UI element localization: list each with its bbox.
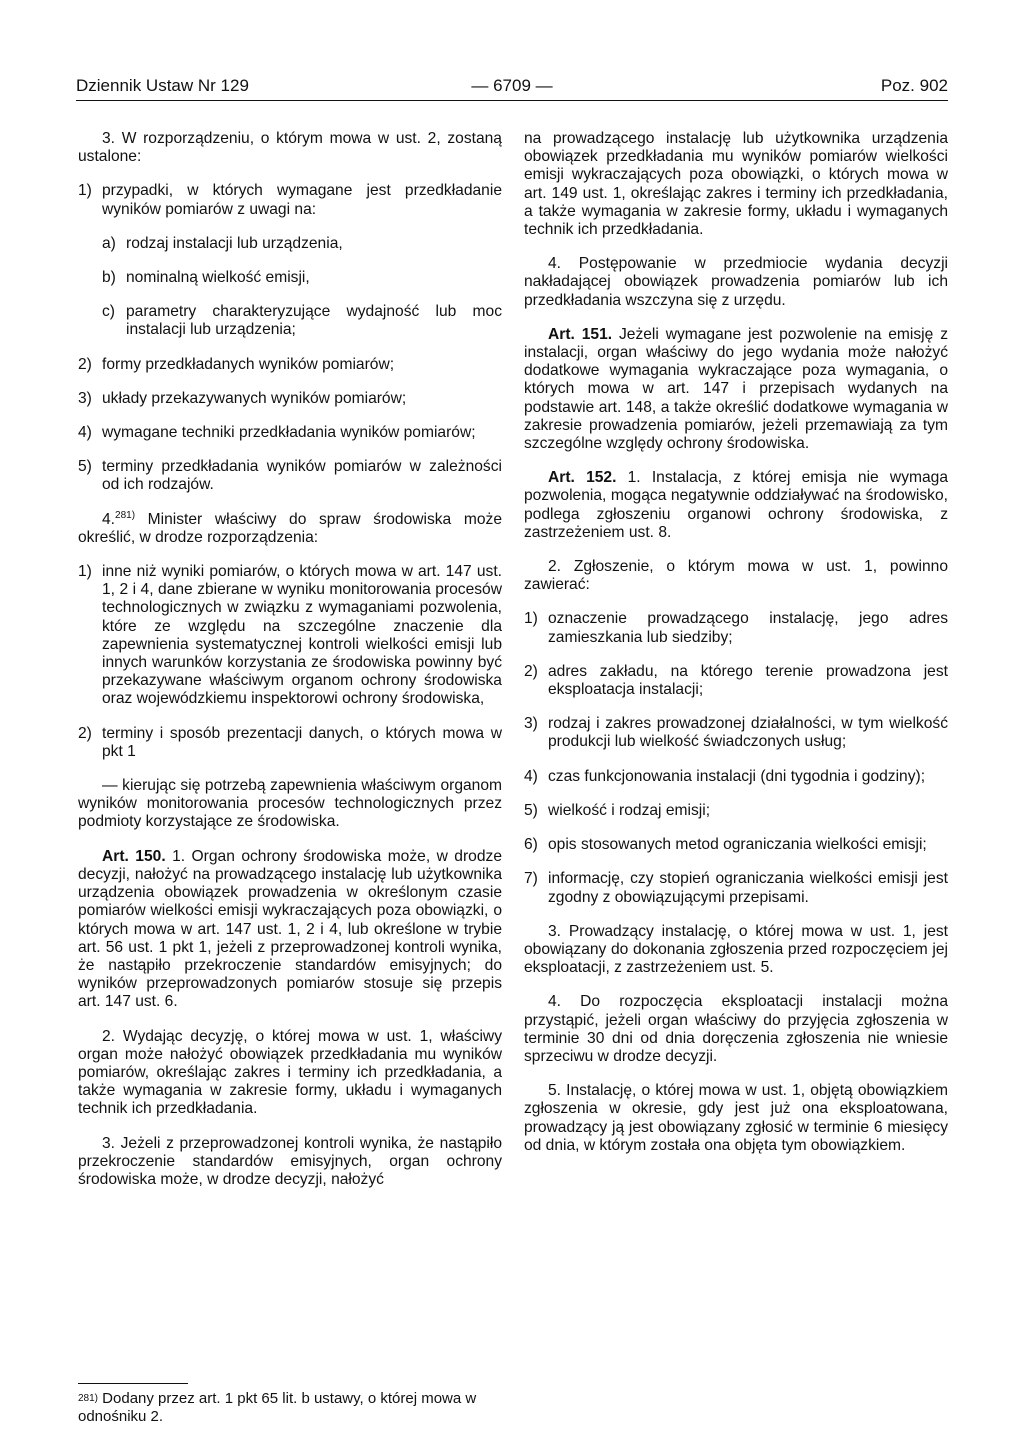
paragraph: 4.$^{281)}$ Minister właściwy do spraw środowiska może określić, w drodze rozporządzenia: bbox=[78, 509, 502, 546]
footnote-number: 281) bbox=[78, 1393, 99, 1404]
paragraph: 5. Instalację, o której mowa w ust. 1, objętą obowiązkiem zgłoszenia w okresie, gdy jest już ona eksploatowana, prowadzący ją jest obowiązany zgłosić w terminie 6 miesięcy od dnia, w którym została ona objęta tym obowiązkiem. bbox=[524, 1082, 948, 1154]
list-item: 2) adres zakładu, na którego terenie prowadzona jest eksploatacja instalacji; bbox=[524, 662, 948, 699]
list-item: 5) terminy przedkładania wyników pomiarów w zależności od ich rodzajów. bbox=[78, 458, 502, 494]
list-item: 1) przypadki, w których wymagane jest przedkładanie wyników pomiarów z uwagi na: bbox=[78, 182, 502, 218]
list-item: 4) czas funkcjonowania instalacji (dni tygodnia i godziny); bbox=[524, 767, 926, 785]
list-item: c) parametry charakteryzujące wydajność lub moc instalacji lub urządzenia; bbox=[102, 303, 502, 339]
list-item: 3) rodzaj i zakres prowadzonej działalności, w tym wielkość produkcji lub wielkość świadczonych usług; bbox=[524, 715, 948, 751]
footnote-divider bbox=[78, 1383, 188, 1384]
right-column bbox=[524, 130, 948, 1171]
article-150: Art. 150. 1. Organ ochrony środowiska może, w drodze decyzji, nałożyć na prowadzącego instalację lub użytkownika urządzenia obowiązek prowadzenia w określonym czasie pomiarów wielkości emisji wykraczających poza obowiązki, o których mowa w art. 147 ust. 1, 2 i 4, lub określone w trybie art. 56 ust. 1 pkt 1, jeżeli z przeprowadzonej kontroli wynika, że nastąpiło przekroczenie standardów emisyjnych; do wyników przeprowadzonych pomiarów stosuje się przepis art. 147 ust. 6. bbox=[78, 847, 502, 1011]
page-number: — 6709 — bbox=[471, 76, 553, 95]
paragraph: 4. Postępowanie w przedmiocie wydania decyzji nakładającej obowiązek prowadzenia pomiarów lub ich przedkładania wszczyna się z urzędu. bbox=[524, 255, 948, 309]
paragraph: 2. Wydając decyzję, o której mowa w ust. 1, właściwy organ może nałożyć obowiązek przedkładania mu wyników pomiarów, określając zakres i terminy ich przedkładania, a także wymagania w zakresie formy, układu i wymaganych technik ich przedkładania. bbox=[78, 1027, 502, 1118]
list-item: 6) opis stosowanych metod ograniczania wielkości emisji; bbox=[524, 836, 927, 854]
page-header bbox=[76, 74, 948, 101]
list-item: 1) inne niż wyniki pomiarów, o których mowa w art. 147 ust. 1, 2 i 4, dane zbierane w wyniku monitorowania procesów technologicznych w związku z wymaganiami pozwolenia, które ze względu na szczególne znaczenie dla zapewnienia systematycznej kontroli wielkości emisji lub innych warunków korzystania ze środowiska powinny być przekazywane właściwym organom ochrony środowiska oraz wojewódzkiemu inspektorowi ochrony środowiska, bbox=[78, 563, 502, 708]
footnote bbox=[78, 1390, 502, 1426]
paragraph: 3. Prowadzący instalację, o której mowa w ust. 1, jest obowiązany do dokonania zgłoszenia przed rozpoczęciem jej eksploatacji, z zastrzeżeniem ust. 5. bbox=[524, 922, 948, 977]
footnote-text: Dodany przez art. 1 pkt 65 lit. b ustawy, o której mowa w odnośniku 2. bbox=[78, 1390, 477, 1425]
article-152: Art. 152. 1. Instalacja, z której emisja nie wymaga pozwolenia, mogąca negatywnie oddziaływać na środowisko, podlega zgłoszeniu organowi ochrony środowiska, z zastrzeżeniem ust. 8. bbox=[524, 469, 948, 541]
list-item: b) nominalną wielkość emisji, bbox=[102, 269, 310, 287]
list-item: a) rodzaj instalacji lub urządzenia, bbox=[102, 234, 343, 252]
article-151: Art. 151. Jeżeli wymagane jest pozwolenie na emisję z instalacji, organ właściwy do jego wydania może nałożyć dodatkowe wymagania wykraczające poza wymagania, o których mowa w art. 147 i przepisach wydanych na podstawie art. 148, a także określić dodatkowe wymagania w zakresie prowadzenia pomiarów, jeżeli przemawiają za tym szczególne względy ochrony środowiska. bbox=[524, 325, 948, 453]
list-item: 4) wymagane techniki przedkładania wyników pomiarów; bbox=[78, 424, 476, 442]
left-column bbox=[78, 130, 502, 1205]
paragraph: na prowadzącego instalację lub użytkownika urządzenia obowiązek przedkładania mu wyników pomiarów wielkości emisji wykraczających poza obowiązki, o których mowa w art. 149 ust. 1, określając zakres i terminy ich przedkładania, a także wymagania w zakresie formy, układu i wymaganych technik ich przedkładania. bbox=[524, 130, 948, 239]
list-item: 7) informację, czy stopień ograniczania wielkości emisji jest zgodny z obowiązującymi przepisami. bbox=[524, 870, 948, 906]
list-item: 3) układy przekazywanych wyników pomiarów; bbox=[78, 389, 407, 407]
paragraph: 3. Jeżeli z przeprowadzonej kontroli wynika, że nastąpiło przekroczenie standardów emisyjnych, organ ochrony środowiska może, w drodze decyzji, nałożyć bbox=[78, 1134, 502, 1188]
journal-title: Dziennik Ustaw Nr 129 bbox=[76, 76, 249, 95]
paragraph: 3. W rozporządzeniu, o którym mowa w ust. 2, zostaną ustalone: bbox=[78, 130, 502, 166]
paragraph: — kierując się potrzebą zapewnienia właściwym organom wyników monitorowania procesów technologicznych przez podmioty korzystające ze środowiska. bbox=[78, 777, 502, 831]
list-item: 2) formy przedkładanych wyników pomiarów; bbox=[78, 355, 395, 373]
list-item: 2) terminy i sposób prezentacji danych, o których mowa w pkt 1 bbox=[78, 724, 502, 760]
position-number: Poz. 902 bbox=[880, 76, 948, 95]
list-item: 5) wielkość i rodzaj emisji; bbox=[524, 801, 711, 819]
list-item: 1) oznaczenie prowadzącego instalację, jego adres zamieszkania lub siedziby; bbox=[524, 610, 948, 646]
paragraph: 2. Zgłoszenie, o którym mowa w ust. 1, powinno zawierać: bbox=[524, 558, 948, 594]
paragraph: 4. Do rozpoczęcia eksploatacji instalacji można przystąpić, jeżeli organ właściwy do przyjęcia zgłoszenia w terminie 30 dni od dnia doręczenia zgłoszenia nie wniesie sprzeciwu w drodze decyzji. bbox=[524, 993, 948, 1065]
